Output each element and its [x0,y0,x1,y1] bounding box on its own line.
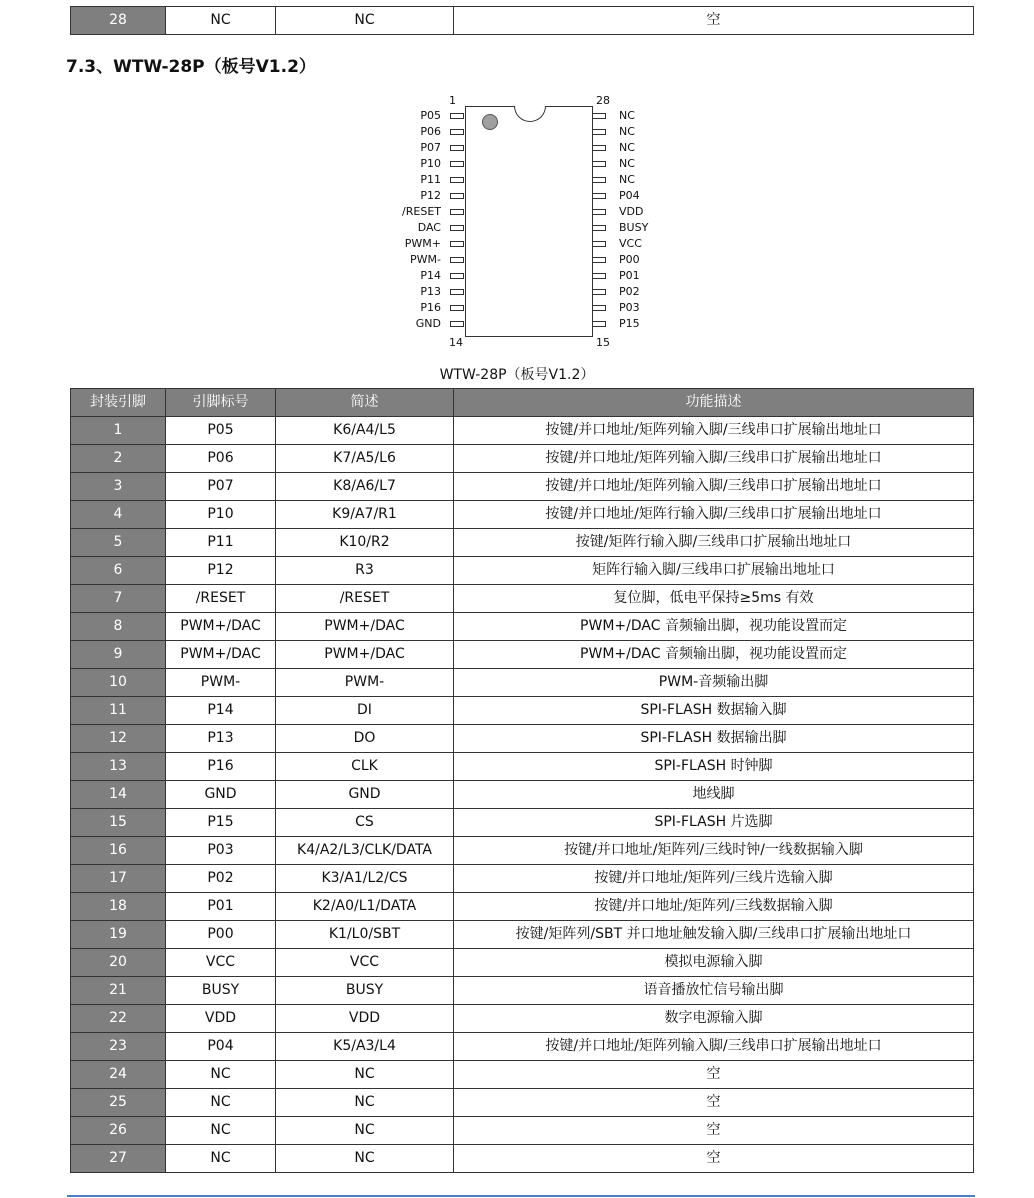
footer-rule [67,1195,975,1197]
table-row [71,417,974,445]
pin-function: 按键/并口地址/矩阵列输入脚/三线串口扩展输出地址口 [454,445,974,473]
pin-function: 按键/并口地址/矩阵列/三线数据输入脚 [454,893,974,921]
pin15-number: 15 [596,336,610,349]
chip-pin-label-right: NC [619,141,635,154]
pin-function: 按键/并口地址/矩阵列/三线时钟/一线数据输入脚 [454,837,974,865]
pin-summary: PWM- [276,669,454,697]
pin-function: 矩阵行输入脚/三线串口扩展输出地址口 [454,557,974,585]
pin-label: P03 [166,837,276,865]
pin-label: P04 [166,1033,276,1061]
chip-pin-label-right: P01 [619,269,640,282]
pin-summary: CLK [276,753,454,781]
chip-pin-label-left: PWM+ [404,237,441,250]
pin-label: P00 [166,921,276,949]
pin-label: NC [166,1145,276,1173]
pin-function: 语音播放忙信号输出脚 [454,977,974,1005]
pin-summary: NC [276,1089,454,1117]
pin-label: PWM+/DAC [166,641,276,669]
pin-number: 14 [71,781,166,809]
table-row [71,781,974,809]
pin-number: 1 [71,417,166,445]
pin-summary: PWM+/DAC [276,641,454,669]
pin-label: BUSY [166,977,276,1005]
table-row [71,501,974,529]
table-row [71,921,974,949]
pin-function: 模拟电源输入脚 [454,949,974,977]
pin-function: 按键/并口地址/矩阵行输入脚/三线串口扩展输出地址口 [454,501,974,529]
chip-pin-left [450,225,464,231]
table-row [71,585,974,613]
chip-pin-right [592,305,606,311]
pin-summary: NC [276,1145,454,1173]
table-row [71,977,974,1005]
pin-number: 2 [71,445,166,473]
chip-pin-right [592,241,606,247]
pin-function: PWM+/DAC 音频输出脚，视功能设置而定 [454,641,974,669]
chip-pin-right [592,257,606,263]
pin-function: 按键/并口地址/矩阵列输入脚/三线串口扩展输出地址口 [454,473,974,501]
pin-label: NC [166,7,276,35]
pin-label: GND [166,781,276,809]
pin-number: 12 [71,725,166,753]
chip-pin-right [592,129,606,135]
table-header-row [71,389,974,417]
header-function: 功能描述 [454,389,974,417]
pin-label: VDD [166,1005,276,1033]
chip-diagram [395,92,655,354]
chip-pin-left [450,209,464,215]
chip-pin-label-left: P12 [420,189,441,202]
chip-pin-left [450,241,464,247]
pin-number: 25 [71,1089,166,1117]
chip-pin-label-left: PWM- [410,253,441,266]
chip-pin-label-left: DAC [417,221,441,234]
pin-number: 9 [71,641,166,669]
pin-summary: GND [276,781,454,809]
pin-label: VCC [166,949,276,977]
table-row [71,669,974,697]
header-pin-label: 引脚标号 [166,389,276,417]
table-row [71,893,974,921]
table-row [71,1145,974,1173]
chip-pin-label-left: /RESET [402,205,441,218]
chip-pin-label-right: BUSY [619,221,649,234]
pin-label: P10 [166,501,276,529]
pin-number: 22 [71,1005,166,1033]
table-row [71,641,974,669]
chip-pin-label-right: NC [619,125,635,138]
pin1-number: 1 [449,94,456,107]
pin-summary: K6/A4/L5 [276,417,454,445]
chip-pin-left [450,273,464,279]
table-row [71,1117,974,1145]
chip-pin-right [592,193,606,199]
pin-summary: /RESET [276,585,454,613]
pin-summary: K5/A3/L4 [276,1033,454,1061]
pin-number: 6 [71,557,166,585]
pin-number: 28 [71,7,166,35]
pin-summary: NC [276,7,454,35]
chip-pin-label-left: P10 [420,157,441,170]
pin-number: 21 [71,977,166,1005]
pin-label: P05 [166,417,276,445]
pin-function: 复位脚，低电平保持≥5ms 有效 [454,585,974,613]
chip-pin-label-left: P11 [420,173,441,186]
chip-pin-right [592,177,606,183]
pin-summary: K1/L0/SBT [276,921,454,949]
chip-pin-label-left: P14 [420,269,441,282]
pin-number: 20 [71,949,166,977]
pin-label: P12 [166,557,276,585]
pin-number: 27 [71,1145,166,1173]
pin-summary: NC [276,1117,454,1145]
table-row [71,445,974,473]
pin-function: SPI-FLASH 数据输出脚 [454,725,974,753]
pin-summary: VDD [276,1005,454,1033]
chip-pin-right [592,113,606,119]
pin-summary: K4/A2/L3/CLK/DATA [276,837,454,865]
chip-pin-label-left: P07 [420,141,441,154]
pin-label: /RESET [166,585,276,613]
table-row [71,809,974,837]
pin-number: 8 [71,613,166,641]
pin-function: 空 [454,7,974,35]
pin-function: SPI-FLASH 数据输入脚 [454,697,974,725]
pin-summary: BUSY [276,977,454,1005]
chip-notch [514,106,546,122]
pin-label: NC [166,1061,276,1089]
pin-function: 按键/并口地址/矩阵列输入脚/三线串口扩展输出地址口 [454,417,974,445]
pin-function: 按键/并口地址/矩阵列输入脚/三线串口扩展输出地址口 [454,1033,974,1061]
pin-number: 7 [71,585,166,613]
chip-pin-right [592,161,606,167]
pin-function: PWM+/DAC 音频输出脚，视功能设置而定 [454,613,974,641]
pin-label: PWM- [166,669,276,697]
table-row [71,473,974,501]
pin-summary: K10/R2 [276,529,454,557]
pin-function: SPI-FLASH 片选脚 [454,809,974,837]
chip-pin-left [450,193,464,199]
pin-function: 按键/并口地址/矩阵列/三线片选输入脚 [454,865,974,893]
previous-table-last-row [70,6,974,35]
pin-summary: VCC [276,949,454,977]
header-summary: 简述 [276,389,454,417]
chip-pin-label-right: P03 [619,301,640,314]
chip-pin-left [450,177,464,183]
pin-number: 19 [71,921,166,949]
pin-function: 按键/矩阵行输入脚/三线串口扩展输出地址口 [454,529,974,557]
chip-pin-label-right: NC [619,157,635,170]
chip-pin-right [592,321,606,327]
chip-pin-right [592,209,606,215]
pin-summary: K3/A1/L2/CS [276,865,454,893]
chip-pin-left [450,145,464,151]
pin-summary: R3 [276,557,454,585]
pin-summary: PWM+/DAC [276,613,454,641]
pin-number: 23 [71,1033,166,1061]
chip-pin-label-right: P15 [619,317,640,330]
chip-pin-label-left: P06 [420,125,441,138]
pin-label: P13 [166,725,276,753]
table-row [71,7,974,35]
chip-pin-left [450,305,464,311]
section-title: 7.3、WTW-28P（板号V1.2） [66,57,316,77]
pin-number: 4 [71,501,166,529]
table-row [71,1005,974,1033]
pin-number: 17 [71,865,166,893]
chip-pin-label-right: NC [619,109,635,122]
pin28-number: 28 [596,94,610,107]
table-row [71,753,974,781]
chip-pin-right [592,145,606,151]
chip-pin-left [450,289,464,295]
chip-pin-left [450,161,464,167]
table-row [71,1089,974,1117]
pin-number: 11 [71,697,166,725]
pin-number: 10 [71,669,166,697]
pin-label: P11 [166,529,276,557]
pin-label: PWM+/DAC [166,613,276,641]
pin-number: 5 [71,529,166,557]
chip-pin-right [592,289,606,295]
pin14-number: 14 [449,336,463,349]
chip-pin-label-right: NC [619,173,635,186]
pin-function: 空 [454,1089,974,1117]
table-row [71,1061,974,1089]
chip-pin-label-left: GND [415,317,441,330]
pin-function: 地线脚 [454,781,974,809]
pin-number: 16 [71,837,166,865]
pin-function: 数字电源输入脚 [454,1005,974,1033]
pin-summary: CS [276,809,454,837]
pin-summary: K2/A0/L1/DATA [276,893,454,921]
table-row [71,529,974,557]
chip-pin-label-right: VCC [619,237,642,250]
pin-label: P02 [166,865,276,893]
pin-number: 13 [71,753,166,781]
pin-number: 26 [71,1117,166,1145]
table-row [71,613,974,641]
header-package-pin: 封装引脚 [71,389,166,417]
pin-table [70,388,974,1173]
table-row [71,949,974,977]
pin-label: P14 [166,697,276,725]
pin-function: 按键/矩阵列/SBT 并口地址触发输入脚/三线串口扩展输出地址口 [454,921,974,949]
pin-summary: K8/A6/L7 [276,473,454,501]
chip-pin-right [592,273,606,279]
pin-number: 3 [71,473,166,501]
chip-pin-left [450,257,464,263]
pin-function: PWM-音频输出脚 [454,669,974,697]
pin-label: P16 [166,753,276,781]
pin-label: P01 [166,893,276,921]
pin-label: NC [166,1089,276,1117]
table-row [71,837,974,865]
chip-pin-right [592,225,606,231]
pin-number: 18 [71,893,166,921]
table-row [71,865,974,893]
chip-pin-label-right: P02 [619,285,640,298]
pin1-marker [482,114,498,130]
pin-function: SPI-FLASH 时钟脚 [454,753,974,781]
pin-label: P07 [166,473,276,501]
chip-pin-left [450,113,464,119]
chip-pin-label-left: P16 [420,301,441,314]
chip-pin-left [450,129,464,135]
chip-body [465,106,593,337]
chip-pin-label-left: P05 [420,109,441,122]
table-row [71,557,974,585]
chip-pin-left [450,321,464,327]
chip-caption: WTW-28P（板号V1.2） [439,367,595,383]
pin-summary: DI [276,697,454,725]
pin-label: NC [166,1117,276,1145]
chip-pin-label-left: P13 [420,285,441,298]
pin-number: 15 [71,809,166,837]
table-row [71,697,974,725]
chip-pin-label-right: VDD [619,205,644,218]
chip-pin-label-right: P04 [619,189,640,202]
pin-number: 24 [71,1061,166,1089]
pin-summary: K9/A7/R1 [276,501,454,529]
pin-summary: K7/A5/L6 [276,445,454,473]
pin-summary: NC [276,1061,454,1089]
table-row [71,1033,974,1061]
pin-summary: DO [276,725,454,753]
pin-label: P06 [166,445,276,473]
pin-label: P15 [166,809,276,837]
pin-function: 空 [454,1117,974,1145]
pin-function: 空 [454,1061,974,1089]
table-row [71,725,974,753]
pin-function: 空 [454,1145,974,1173]
chip-pin-label-right: P00 [619,253,640,266]
